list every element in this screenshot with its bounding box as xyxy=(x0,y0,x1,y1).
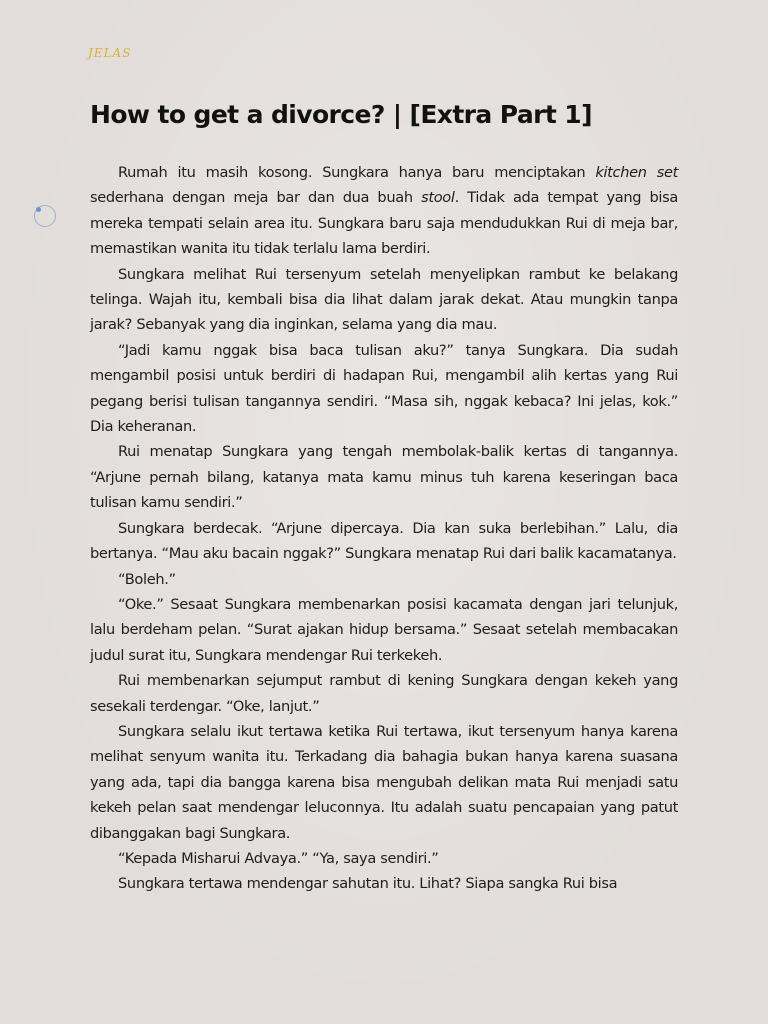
paragraph-3: “Jadi kamu nggak bisa baca tulisan aku?” tanya Sungkara. Dia sudah mengambil posisi untuk berdiri di hadapan Rui, mengambil alih kertas yang Rui pegang berisi tulisan tangannya sendiri. “Masa sih, nggak kebaca? Ini jelas, kok.” Dia keheranan. xyxy=(90,341,678,436)
paragraph-5: Sungkara berdecak. “Arjune dipercaya. Dia kan suka berlebihan.” Lalu, dia bertanya. “Mau aku bacain nggak?” Sungkara menatap Rui dari balik kacamatanya. xyxy=(90,519,678,563)
paragraph-7: “Oke.” Sesaat Sungkara membenarkan posisi kacamata dengan jari telunjuk, lalu berdeham pelan. “Surat ajakan hidup bersama.” Sesaat setelah membacakan judul surat itu, Sungkara mendengar Rui terkekeh. xyxy=(90,595,678,664)
spinner-dot xyxy=(36,207,41,212)
paragraph-9: Sungkara selalu ikut tertawa ketika Rui tertawa, ikut tersenyum hanya karena melihat senyum wanita itu. Terkadang dia bahagia bukan hanya karena suasana yang ada, tapi dia bangga karena bisa mengubah delikan mata Rui menjadi satu kekeh pelan saat mendengar leluconnya. Itu adalah suatu pencapaian yang patut dibanggakan bagi Sungkara. xyxy=(90,722,678,842)
paragraph-1-part-b: sederhana dengan meja bar dan dua buah xyxy=(90,189,422,207)
paragraph-8: Rui membenarkan sejumput rambut di kening Sungkara dengan kekeh yang sesekali terdengar. “Oke, lanjut.” xyxy=(90,672,678,715)
paragraph-10: “Kepada Misharui Advaya.” “Ya, saya sendiri.” xyxy=(118,849,439,867)
paragraph-1-part-c: . Tidak ada tempat yang bisa mereka tempati selain area itu. Sungkara baru saja mendudukkan Rui di meja bar, memastikan wanita itu tidak terlalu lama berdiri. xyxy=(90,189,678,258)
document-body xyxy=(90,160,678,897)
brand-logo: JELAS xyxy=(88,46,132,60)
paragraph-2: Sungkara melihat Rui tersenyum setelah menyelipkan rambut ke belakang telinga. Wajah itu, kembali bisa dia lihat dalam jarak dekat. Atau mungkin tanpa jarak? Sebanyak yang dia inginkan, selama yang dia mau. xyxy=(90,265,678,334)
page-title: How to get a divorce? | [Extra Part 1] xyxy=(90,100,592,129)
loading-spinner-icon xyxy=(34,205,56,227)
paragraph-1-term-kitchen-set: kitchen set xyxy=(595,164,678,181)
paragraph-4: Rui menatap Sungkara yang tengah membolak-balik kertas di tangannya. “Arjune pernah bilang, katanya mata kamu minus tuh karena keseringan baca tulisan kamu sendiri.” xyxy=(90,443,678,512)
paragraph-6: “Boleh.” xyxy=(118,570,176,588)
paragraph-11: Sungkara tertawa mendengar sahutan itu. Lihat? Siapa sangka Rui bisa xyxy=(118,875,618,893)
paragraph-1 xyxy=(90,160,678,262)
paragraph-1-part-a: Rumah itu masih kosong. Sungkara hanya baru menciptakan xyxy=(118,164,596,181)
paragraph-1-term-stool: stool xyxy=(421,189,455,207)
